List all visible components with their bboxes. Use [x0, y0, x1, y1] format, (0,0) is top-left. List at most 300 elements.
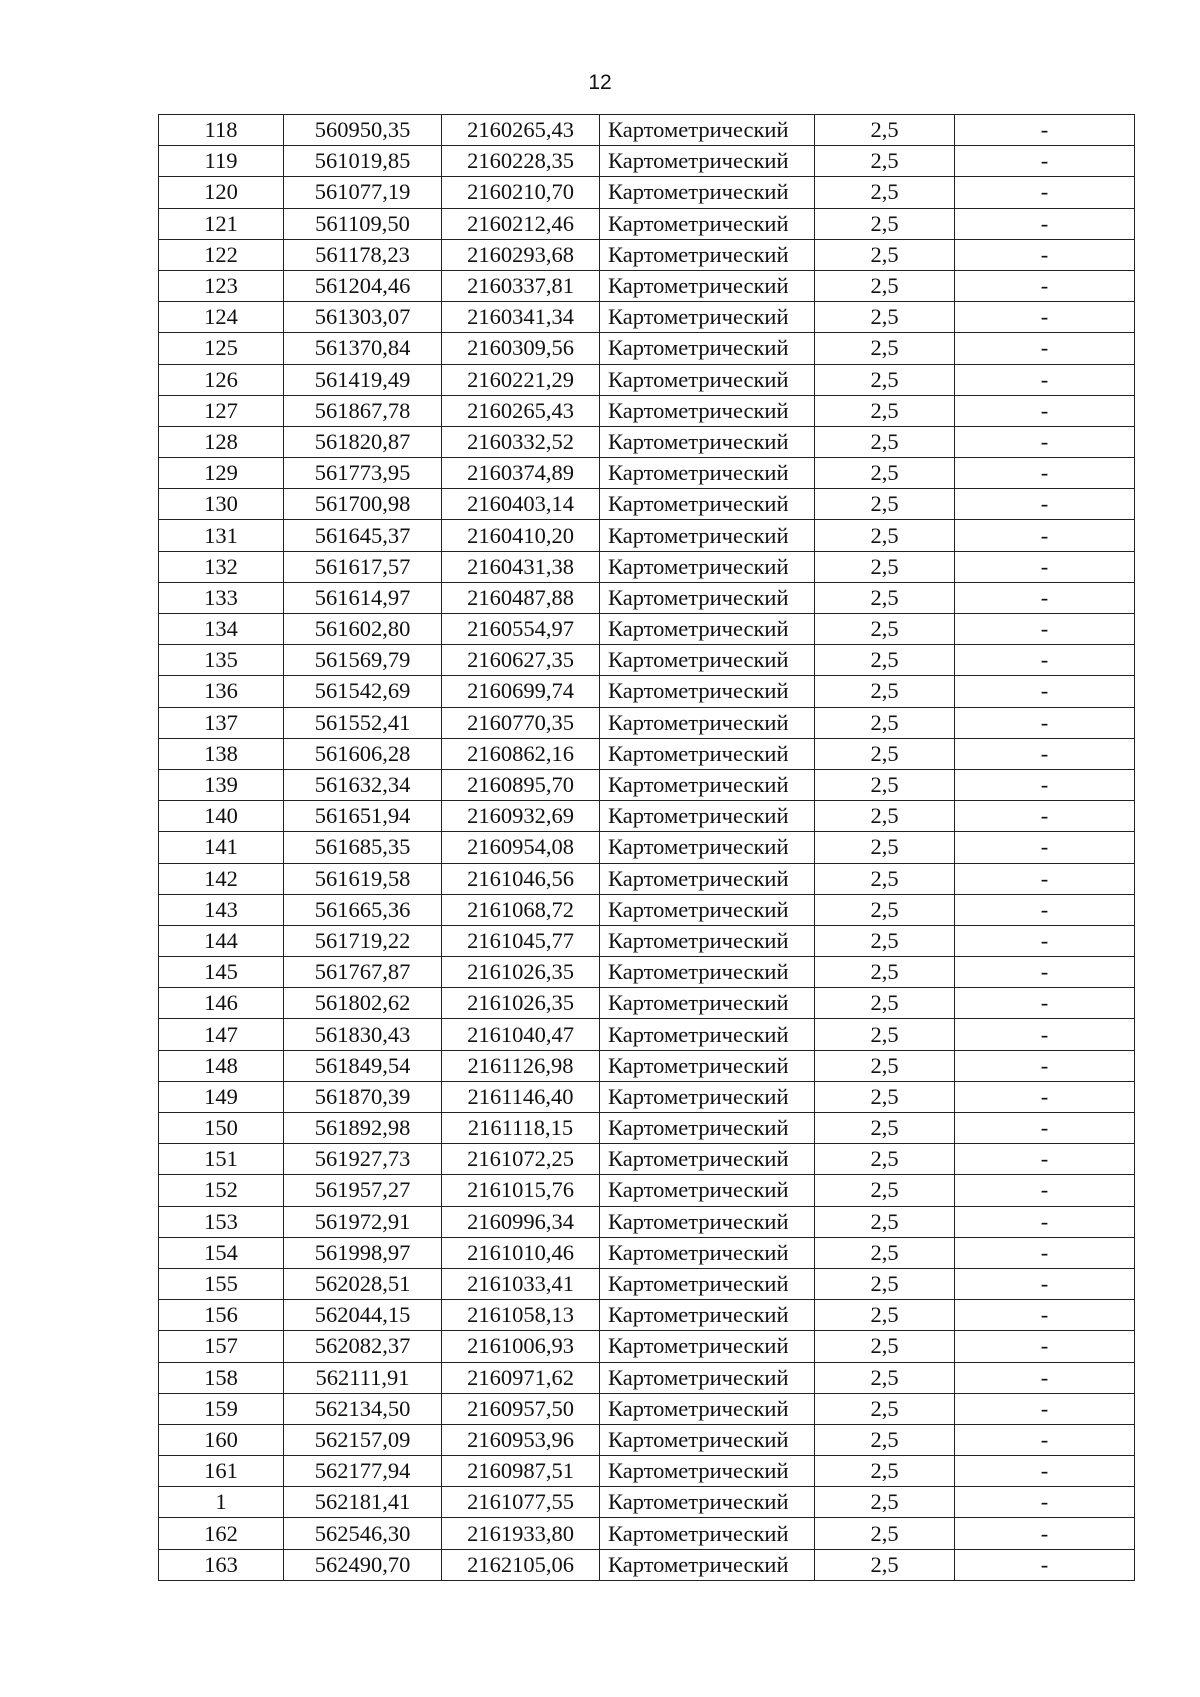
y-coordinate-cell: 2160554,97: [442, 614, 600, 645]
method-cell: Картометрический: [600, 1144, 815, 1175]
table-row: [159, 1268, 1135, 1299]
y-coordinate-cell: 2161068,72: [442, 894, 600, 925]
accuracy-cell: 2,5: [815, 1268, 955, 1299]
x-coordinate-cell: 562546,30: [284, 1518, 442, 1549]
point-number-cell: 159: [159, 1393, 284, 1424]
table-row: [159, 551, 1135, 582]
accuracy-cell: 2,5: [815, 1081, 955, 1112]
x-coordinate-cell: 561606,28: [284, 738, 442, 769]
x-coordinate-cell: 562177,94: [284, 1456, 442, 1487]
method-cell: Картометрический: [600, 738, 815, 769]
x-coordinate-cell: 560950,35: [284, 115, 442, 146]
method-cell: Картометрический: [600, 614, 815, 645]
description-cell: -: [955, 676, 1135, 707]
method-cell: Картометрический: [600, 1518, 815, 1549]
point-number-cell: 128: [159, 426, 284, 457]
x-coordinate-cell: 561651,94: [284, 801, 442, 832]
description-cell: -: [955, 614, 1135, 645]
accuracy-cell: 2,5: [815, 1518, 955, 1549]
description-cell: -: [955, 1331, 1135, 1362]
x-coordinate-cell: 561870,39: [284, 1081, 442, 1112]
y-coordinate-cell: 2161040,47: [442, 1019, 600, 1050]
y-coordinate-cell: 2161026,35: [442, 957, 600, 988]
y-coordinate-cell: 2161010,46: [442, 1237, 600, 1268]
accuracy-cell: 2,5: [815, 333, 955, 364]
x-coordinate-cell: 561109,50: [284, 208, 442, 239]
description-cell: -: [955, 239, 1135, 270]
description-cell: -: [955, 1050, 1135, 1081]
method-cell: Картометрический: [600, 1456, 815, 1487]
description-cell: -: [955, 395, 1135, 426]
table-row: [159, 302, 1135, 333]
table-row: [159, 1393, 1135, 1424]
table-row: [159, 1206, 1135, 1237]
accuracy-cell: 2,5: [815, 239, 955, 270]
method-cell: Картометрический: [600, 489, 815, 520]
table-row: [159, 1362, 1135, 1393]
description-cell: -: [955, 489, 1135, 520]
accuracy-cell: 2,5: [815, 115, 955, 146]
description-cell: -: [955, 801, 1135, 832]
description-cell: -: [955, 208, 1135, 239]
description-cell: -: [955, 1081, 1135, 1112]
y-coordinate-cell: 2160627,35: [442, 645, 600, 676]
point-number-cell: 129: [159, 458, 284, 489]
accuracy-cell: 2,5: [815, 988, 955, 1019]
x-coordinate-cell: 561204,46: [284, 270, 442, 301]
y-coordinate-cell: 2160954,08: [442, 832, 600, 863]
x-coordinate-cell: 561619,58: [284, 863, 442, 894]
accuracy-cell: 2,5: [815, 1487, 955, 1518]
description-cell: -: [955, 1424, 1135, 1455]
table-row: [159, 364, 1135, 395]
table-row: [159, 582, 1135, 613]
y-coordinate-cell: 2160374,89: [442, 458, 600, 489]
x-coordinate-cell: 561645,37: [284, 520, 442, 551]
y-coordinate-cell: 2160431,38: [442, 551, 600, 582]
description-cell: -: [955, 1362, 1135, 1393]
accuracy-cell: 2,5: [815, 645, 955, 676]
description-cell: -: [955, 832, 1135, 863]
point-number-cell: 125: [159, 333, 284, 364]
method-cell: Картометрический: [600, 1300, 815, 1331]
y-coordinate-cell: 2160337,81: [442, 270, 600, 301]
method-cell: Картометрический: [600, 146, 815, 177]
table-row: [159, 1081, 1135, 1112]
accuracy-cell: 2,5: [815, 146, 955, 177]
point-number-cell: 127: [159, 395, 284, 426]
table-row: [159, 239, 1135, 270]
accuracy-cell: 2,5: [815, 395, 955, 426]
description-cell: -: [955, 1487, 1135, 1518]
table-row: [159, 1456, 1135, 1487]
method-cell: Картометрический: [600, 458, 815, 489]
description-cell: -: [955, 458, 1135, 489]
description-cell: -: [955, 333, 1135, 364]
x-coordinate-cell: 561602,80: [284, 614, 442, 645]
description-cell: -: [955, 551, 1135, 582]
table-row: [159, 1518, 1135, 1549]
point-number-cell: 144: [159, 925, 284, 956]
point-number-cell: 135: [159, 645, 284, 676]
point-number-cell: 119: [159, 146, 284, 177]
x-coordinate-cell: 561303,07: [284, 302, 442, 333]
table-row: [159, 614, 1135, 645]
table-row: [159, 1300, 1135, 1331]
point-number-cell: 147: [159, 1019, 284, 1050]
y-coordinate-cell: 2160221,29: [442, 364, 600, 395]
point-number-cell: 130: [159, 489, 284, 520]
accuracy-cell: 2,5: [815, 208, 955, 239]
description-cell: -: [955, 146, 1135, 177]
y-coordinate-cell: 2161006,93: [442, 1331, 600, 1362]
description-cell: -: [955, 925, 1135, 956]
method-cell: Картометрический: [600, 801, 815, 832]
table-row: [159, 863, 1135, 894]
x-coordinate-cell: 561552,41: [284, 707, 442, 738]
x-coordinate-cell: 561617,57: [284, 551, 442, 582]
method-cell: Картометрический: [600, 551, 815, 582]
x-coordinate-cell: 561927,73: [284, 1144, 442, 1175]
y-coordinate-cell: 2160403,14: [442, 489, 600, 520]
method-cell: Картометрический: [600, 1424, 815, 1455]
table-row: [159, 988, 1135, 1019]
method-cell: Картометрический: [600, 1206, 815, 1237]
method-cell: Картометрический: [600, 676, 815, 707]
method-cell: Картометрический: [600, 520, 815, 551]
point-number-cell: 136: [159, 676, 284, 707]
method-cell: Картометрический: [600, 302, 815, 333]
y-coordinate-cell: 2161118,15: [442, 1113, 600, 1144]
method-cell: Картометрический: [600, 208, 815, 239]
x-coordinate-cell: 561700,98: [284, 489, 442, 520]
y-coordinate-cell: 2161015,76: [442, 1175, 600, 1206]
description-cell: -: [955, 769, 1135, 800]
table-row: [159, 1331, 1135, 1362]
x-coordinate-cell: 561830,43: [284, 1019, 442, 1050]
table-row: [159, 426, 1135, 457]
description-cell: -: [955, 1144, 1135, 1175]
x-coordinate-cell: 561802,62: [284, 988, 442, 1019]
table-row: [159, 115, 1135, 146]
description-cell: -: [955, 1549, 1135, 1580]
method-cell: Картометрический: [600, 1268, 815, 1299]
y-coordinate-cell: 2160996,34: [442, 1206, 600, 1237]
x-coordinate-cell: 561849,54: [284, 1050, 442, 1081]
page-number: 12: [588, 71, 612, 94]
point-number-cell: 142: [159, 863, 284, 894]
accuracy-cell: 2,5: [815, 614, 955, 645]
point-number-cell: 155: [159, 1268, 284, 1299]
accuracy-cell: 2,5: [815, 551, 955, 582]
description-cell: -: [955, 426, 1135, 457]
y-coordinate-cell: 2160953,96: [442, 1424, 600, 1455]
table-row: [159, 894, 1135, 925]
description-cell: -: [955, 1456, 1135, 1487]
table-row: [159, 520, 1135, 551]
point-number-cell: 156: [159, 1300, 284, 1331]
description-cell: -: [955, 894, 1135, 925]
x-coordinate-cell: 562111,91: [284, 1362, 442, 1393]
accuracy-cell: 2,5: [815, 1206, 955, 1237]
table-row: [159, 707, 1135, 738]
x-coordinate-cell: 561632,34: [284, 769, 442, 800]
accuracy-cell: 2,5: [815, 738, 955, 769]
x-coordinate-cell: 561773,95: [284, 458, 442, 489]
y-coordinate-cell: 2161146,40: [442, 1081, 600, 1112]
accuracy-cell: 2,5: [815, 1331, 955, 1362]
description-cell: -: [955, 863, 1135, 894]
x-coordinate-cell: 561820,87: [284, 426, 442, 457]
table-row: [159, 1237, 1135, 1268]
point-number-cell: 143: [159, 894, 284, 925]
accuracy-cell: 2,5: [815, 582, 955, 613]
description-cell: -: [955, 115, 1135, 146]
y-coordinate-cell: 2160932,69: [442, 801, 600, 832]
method-cell: Картометрический: [600, 1019, 815, 1050]
method-cell: Картометрический: [600, 333, 815, 364]
accuracy-cell: 2,5: [815, 458, 955, 489]
table-row: [159, 801, 1135, 832]
accuracy-cell: 2,5: [815, 1237, 955, 1268]
description-cell: -: [955, 1175, 1135, 1206]
table-row: [159, 832, 1135, 863]
table-row: [159, 1549, 1135, 1580]
point-number-cell: 157: [159, 1331, 284, 1362]
point-number-cell: 118: [159, 115, 284, 146]
point-number-cell: 152: [159, 1175, 284, 1206]
point-number-cell: 146: [159, 988, 284, 1019]
description-cell: -: [955, 582, 1135, 613]
y-coordinate-cell: 2160293,68: [442, 239, 600, 270]
point-number-cell: 138: [159, 738, 284, 769]
y-coordinate-cell: 2161046,56: [442, 863, 600, 894]
method-cell: Картометрический: [600, 1393, 815, 1424]
description-cell: -: [955, 738, 1135, 769]
y-coordinate-cell: 2160862,16: [442, 738, 600, 769]
method-cell: Картометрический: [600, 1362, 815, 1393]
y-coordinate-cell: 2161033,41: [442, 1268, 600, 1299]
y-coordinate-cell: 2161058,13: [442, 1300, 600, 1331]
accuracy-cell: 2,5: [815, 957, 955, 988]
x-coordinate-cell: 561370,84: [284, 333, 442, 364]
method-cell: Картометрический: [600, 582, 815, 613]
y-coordinate-cell: 2162105,06: [442, 1549, 600, 1580]
accuracy-cell: 2,5: [815, 177, 955, 208]
accuracy-cell: 2,5: [815, 1019, 955, 1050]
x-coordinate-cell: 562181,41: [284, 1487, 442, 1518]
method-cell: Картометрический: [600, 364, 815, 395]
description-cell: -: [955, 270, 1135, 301]
accuracy-cell: 2,5: [815, 1113, 955, 1144]
method-cell: Картометрический: [600, 832, 815, 863]
method-cell: Картометрический: [600, 115, 815, 146]
point-number-cell: 137: [159, 707, 284, 738]
accuracy-cell: 2,5: [815, 1424, 955, 1455]
method-cell: Картометрический: [600, 988, 815, 1019]
y-coordinate-cell: 2160699,74: [442, 676, 600, 707]
description-cell: -: [955, 707, 1135, 738]
point-number-cell: 163: [159, 1549, 284, 1580]
description-cell: -: [955, 1206, 1135, 1237]
coordinates-table: [158, 114, 1135, 1581]
table-row: [159, 676, 1135, 707]
description-cell: -: [955, 177, 1135, 208]
method-cell: Картометрический: [600, 270, 815, 301]
accuracy-cell: 2,5: [815, 1456, 955, 1487]
x-coordinate-cell: 561957,27: [284, 1175, 442, 1206]
accuracy-cell: 2,5: [815, 270, 955, 301]
description-cell: -: [955, 520, 1135, 551]
point-number-cell: 134: [159, 614, 284, 645]
table-row: [159, 1487, 1135, 1518]
x-coordinate-cell: 561892,98: [284, 1113, 442, 1144]
coordinates-table-body: [159, 115, 1135, 1581]
x-coordinate-cell: 561998,97: [284, 1237, 442, 1268]
y-coordinate-cell: 2160410,20: [442, 520, 600, 551]
description-cell: -: [955, 364, 1135, 395]
point-number-cell: 154: [159, 1237, 284, 1268]
x-coordinate-cell: 561019,85: [284, 146, 442, 177]
method-cell: Картометрический: [600, 645, 815, 676]
description-cell: -: [955, 1237, 1135, 1268]
description-cell: -: [955, 302, 1135, 333]
x-coordinate-cell: 561685,35: [284, 832, 442, 863]
x-coordinate-cell: 562028,51: [284, 1268, 442, 1299]
x-coordinate-cell: 562157,09: [284, 1424, 442, 1455]
method-cell: Картометрический: [600, 1237, 815, 1268]
description-cell: -: [955, 957, 1135, 988]
x-coordinate-cell: 561419,49: [284, 364, 442, 395]
table-row: [159, 1175, 1135, 1206]
table-row: [159, 458, 1135, 489]
x-coordinate-cell: 561719,22: [284, 925, 442, 956]
table-row: [159, 1424, 1135, 1455]
point-number-cell: 126: [159, 364, 284, 395]
method-cell: Картометрический: [600, 1050, 815, 1081]
point-number-cell: 121: [159, 208, 284, 239]
point-number-cell: 153: [159, 1206, 284, 1237]
table-row: [159, 1144, 1135, 1175]
table-row: [159, 1050, 1135, 1081]
method-cell: Картометрический: [600, 1331, 815, 1362]
table-row: [159, 333, 1135, 364]
method-cell: Картометрический: [600, 239, 815, 270]
x-coordinate-cell: 562082,37: [284, 1331, 442, 1362]
table-row: [159, 1019, 1135, 1050]
point-number-cell: 123: [159, 270, 284, 301]
accuracy-cell: 2,5: [815, 801, 955, 832]
point-number-cell: 120: [159, 177, 284, 208]
method-cell: Картометрический: [600, 957, 815, 988]
method-cell: Картометрический: [600, 707, 815, 738]
table-row: [159, 738, 1135, 769]
description-cell: -: [955, 1518, 1135, 1549]
x-coordinate-cell: 561614,97: [284, 582, 442, 613]
description-cell: -: [955, 1300, 1135, 1331]
method-cell: Картометрический: [600, 769, 815, 800]
accuracy-cell: 2,5: [815, 894, 955, 925]
y-coordinate-cell: 2160895,70: [442, 769, 600, 800]
x-coordinate-cell: 561767,87: [284, 957, 442, 988]
y-coordinate-cell: 2161077,55: [442, 1487, 600, 1518]
y-coordinate-cell: 2160332,52: [442, 426, 600, 457]
y-coordinate-cell: 2161045,77: [442, 925, 600, 956]
method-cell: Картометрический: [600, 925, 815, 956]
accuracy-cell: 2,5: [815, 1393, 955, 1424]
point-number-cell: 150: [159, 1113, 284, 1144]
point-number-cell: 149: [159, 1081, 284, 1112]
y-coordinate-cell: 2161026,35: [442, 988, 600, 1019]
accuracy-cell: 2,5: [815, 489, 955, 520]
description-cell: -: [955, 645, 1135, 676]
method-cell: Картометрический: [600, 863, 815, 894]
y-coordinate-cell: 2161072,25: [442, 1144, 600, 1175]
method-cell: Картометрический: [600, 1081, 815, 1112]
y-coordinate-cell: 2160770,35: [442, 707, 600, 738]
description-cell: -: [955, 1268, 1135, 1299]
y-coordinate-cell: 2161126,98: [442, 1050, 600, 1081]
y-coordinate-cell: 2160987,51: [442, 1456, 600, 1487]
accuracy-cell: 2,5: [815, 364, 955, 395]
accuracy-cell: 2,5: [815, 1050, 955, 1081]
table-row: [159, 957, 1135, 988]
description-cell: -: [955, 1019, 1135, 1050]
accuracy-cell: 2,5: [815, 1300, 955, 1331]
x-coordinate-cell: 561178,23: [284, 239, 442, 270]
method-cell: Картометрический: [600, 1487, 815, 1518]
point-number-cell: 145: [159, 957, 284, 988]
accuracy-cell: 2,5: [815, 1362, 955, 1393]
point-number-cell: 122: [159, 239, 284, 270]
accuracy-cell: 2,5: [815, 707, 955, 738]
table-row: [159, 208, 1135, 239]
x-coordinate-cell: 562490,70: [284, 1549, 442, 1580]
x-coordinate-cell: 561867,78: [284, 395, 442, 426]
table-row: [159, 645, 1135, 676]
accuracy-cell: 2,5: [815, 769, 955, 800]
description-cell: -: [955, 988, 1135, 1019]
accuracy-cell: 2,5: [815, 1549, 955, 1580]
y-coordinate-cell: 2160971,62: [442, 1362, 600, 1393]
point-number-cell: 161: [159, 1456, 284, 1487]
y-coordinate-cell: 2160309,56: [442, 333, 600, 364]
y-coordinate-cell: 2160210,70: [442, 177, 600, 208]
y-coordinate-cell: 2160957,50: [442, 1393, 600, 1424]
accuracy-cell: 2,5: [815, 1144, 955, 1175]
x-coordinate-cell: 561542,69: [284, 676, 442, 707]
point-number-cell: 151: [159, 1144, 284, 1175]
x-coordinate-cell: 561972,91: [284, 1206, 442, 1237]
method-cell: Картометрический: [600, 894, 815, 925]
accuracy-cell: 2,5: [815, 863, 955, 894]
table-row: [159, 146, 1135, 177]
y-coordinate-cell: 2160265,43: [442, 115, 600, 146]
x-coordinate-cell: 562044,15: [284, 1300, 442, 1331]
y-coordinate-cell: 2160228,35: [442, 146, 600, 177]
accuracy-cell: 2,5: [815, 520, 955, 551]
method-cell: Картометрический: [600, 395, 815, 426]
method-cell: Картометрический: [600, 1113, 815, 1144]
x-coordinate-cell: 561077,19: [284, 177, 442, 208]
table-row: [159, 270, 1135, 301]
table-row: [159, 177, 1135, 208]
x-coordinate-cell: 562134,50: [284, 1393, 442, 1424]
y-coordinate-cell: 2160265,43: [442, 395, 600, 426]
accuracy-cell: 2,5: [815, 426, 955, 457]
description-cell: -: [955, 1393, 1135, 1424]
point-number-cell: 1: [159, 1487, 284, 1518]
